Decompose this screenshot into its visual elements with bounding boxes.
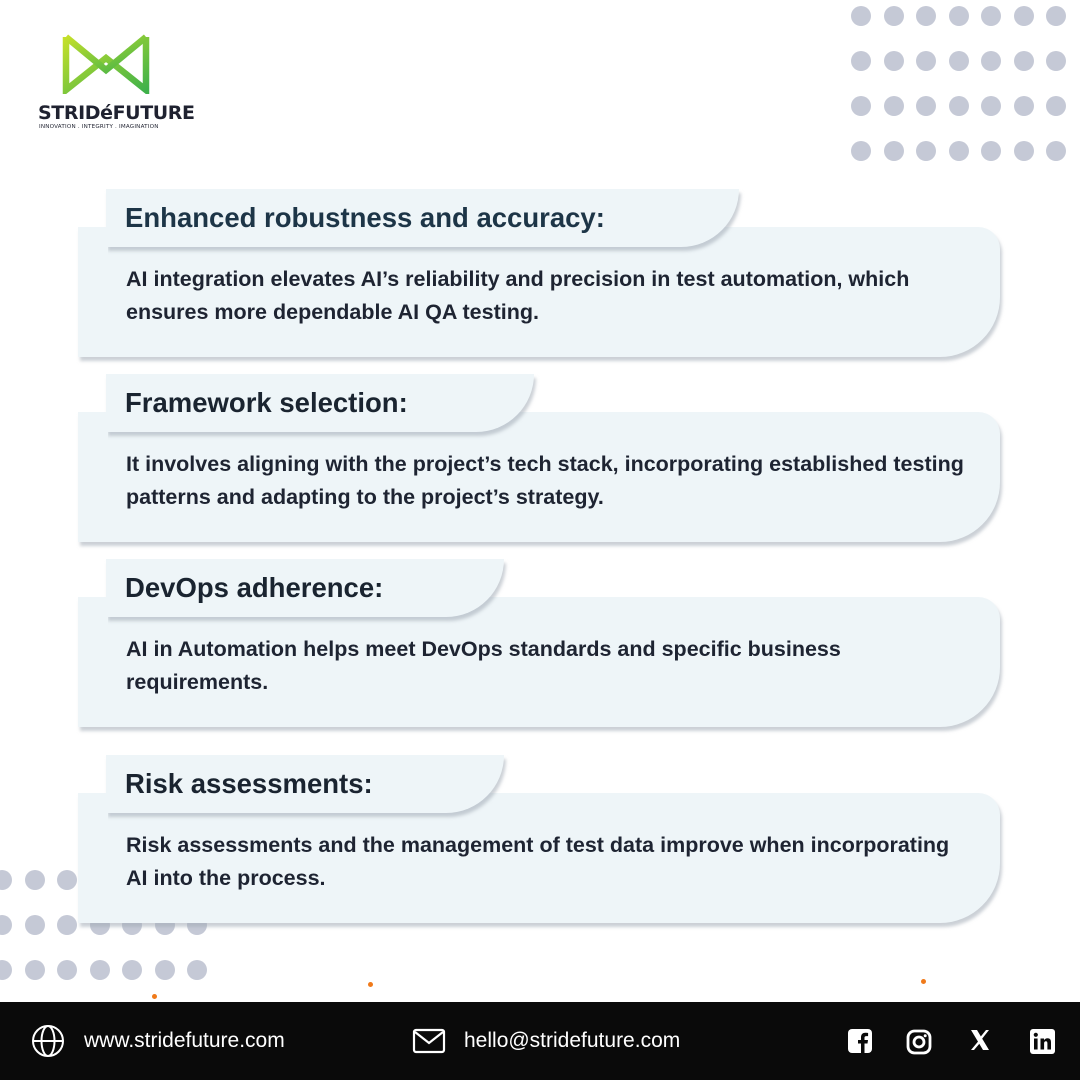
brand-name: STRIDéFUTURE [38,102,195,124]
linkedin-icon[interactable] [1030,1029,1055,1054]
facebook-icon[interactable] [848,1029,872,1053]
section-body: AI in Automation helps meet DevOps standards and specific business requirements. [126,637,841,694]
website-url: www.stridefuture.com [84,1029,285,1052]
accent-dot [921,979,926,984]
email-link[interactable] [412,1002,680,1080]
instagram-icon[interactable] [906,1029,932,1055]
email-address: hello@stridefuture.com [464,1029,681,1052]
brand-tagline: INNOVATION . INTEGRITY . IMAGINATION [39,124,159,130]
accent-dot [368,982,373,987]
section-title: Enhanced robustness and accuracy: [125,202,605,233]
section-tab-devops [106,559,504,617]
footer-bar [0,1002,1080,1080]
section-body: AI integration elevates AI’s reliability and precision in test automation, which ensures more dependable AI QA testing. [126,267,910,324]
section-title: DevOps adherence: [125,572,384,603]
section-title: Risk assessments: [125,768,373,799]
stride-future-logo-mark [60,32,160,94]
section-tab-framework [106,374,534,432]
globe-icon [30,1023,66,1059]
section-body: It involves aligning with the project’s tech stack, incorporating established testing patterns and adapting to the project’s strategy. [126,452,964,509]
section-title: Framework selection: [125,387,408,418]
website-link[interactable] [30,1002,285,1080]
section-tab-risk [106,755,504,813]
section-tab-robustness [106,189,739,247]
x-icon[interactable] [969,1029,991,1051]
mail-icon [412,1027,446,1055]
decorative-dot-grid-top [851,6,1066,161]
section-body: Risk assessments and the management of test data improve when incorporating AI into the process. [126,833,950,890]
accent-dot [152,994,157,999]
brand-logo [36,32,195,132]
